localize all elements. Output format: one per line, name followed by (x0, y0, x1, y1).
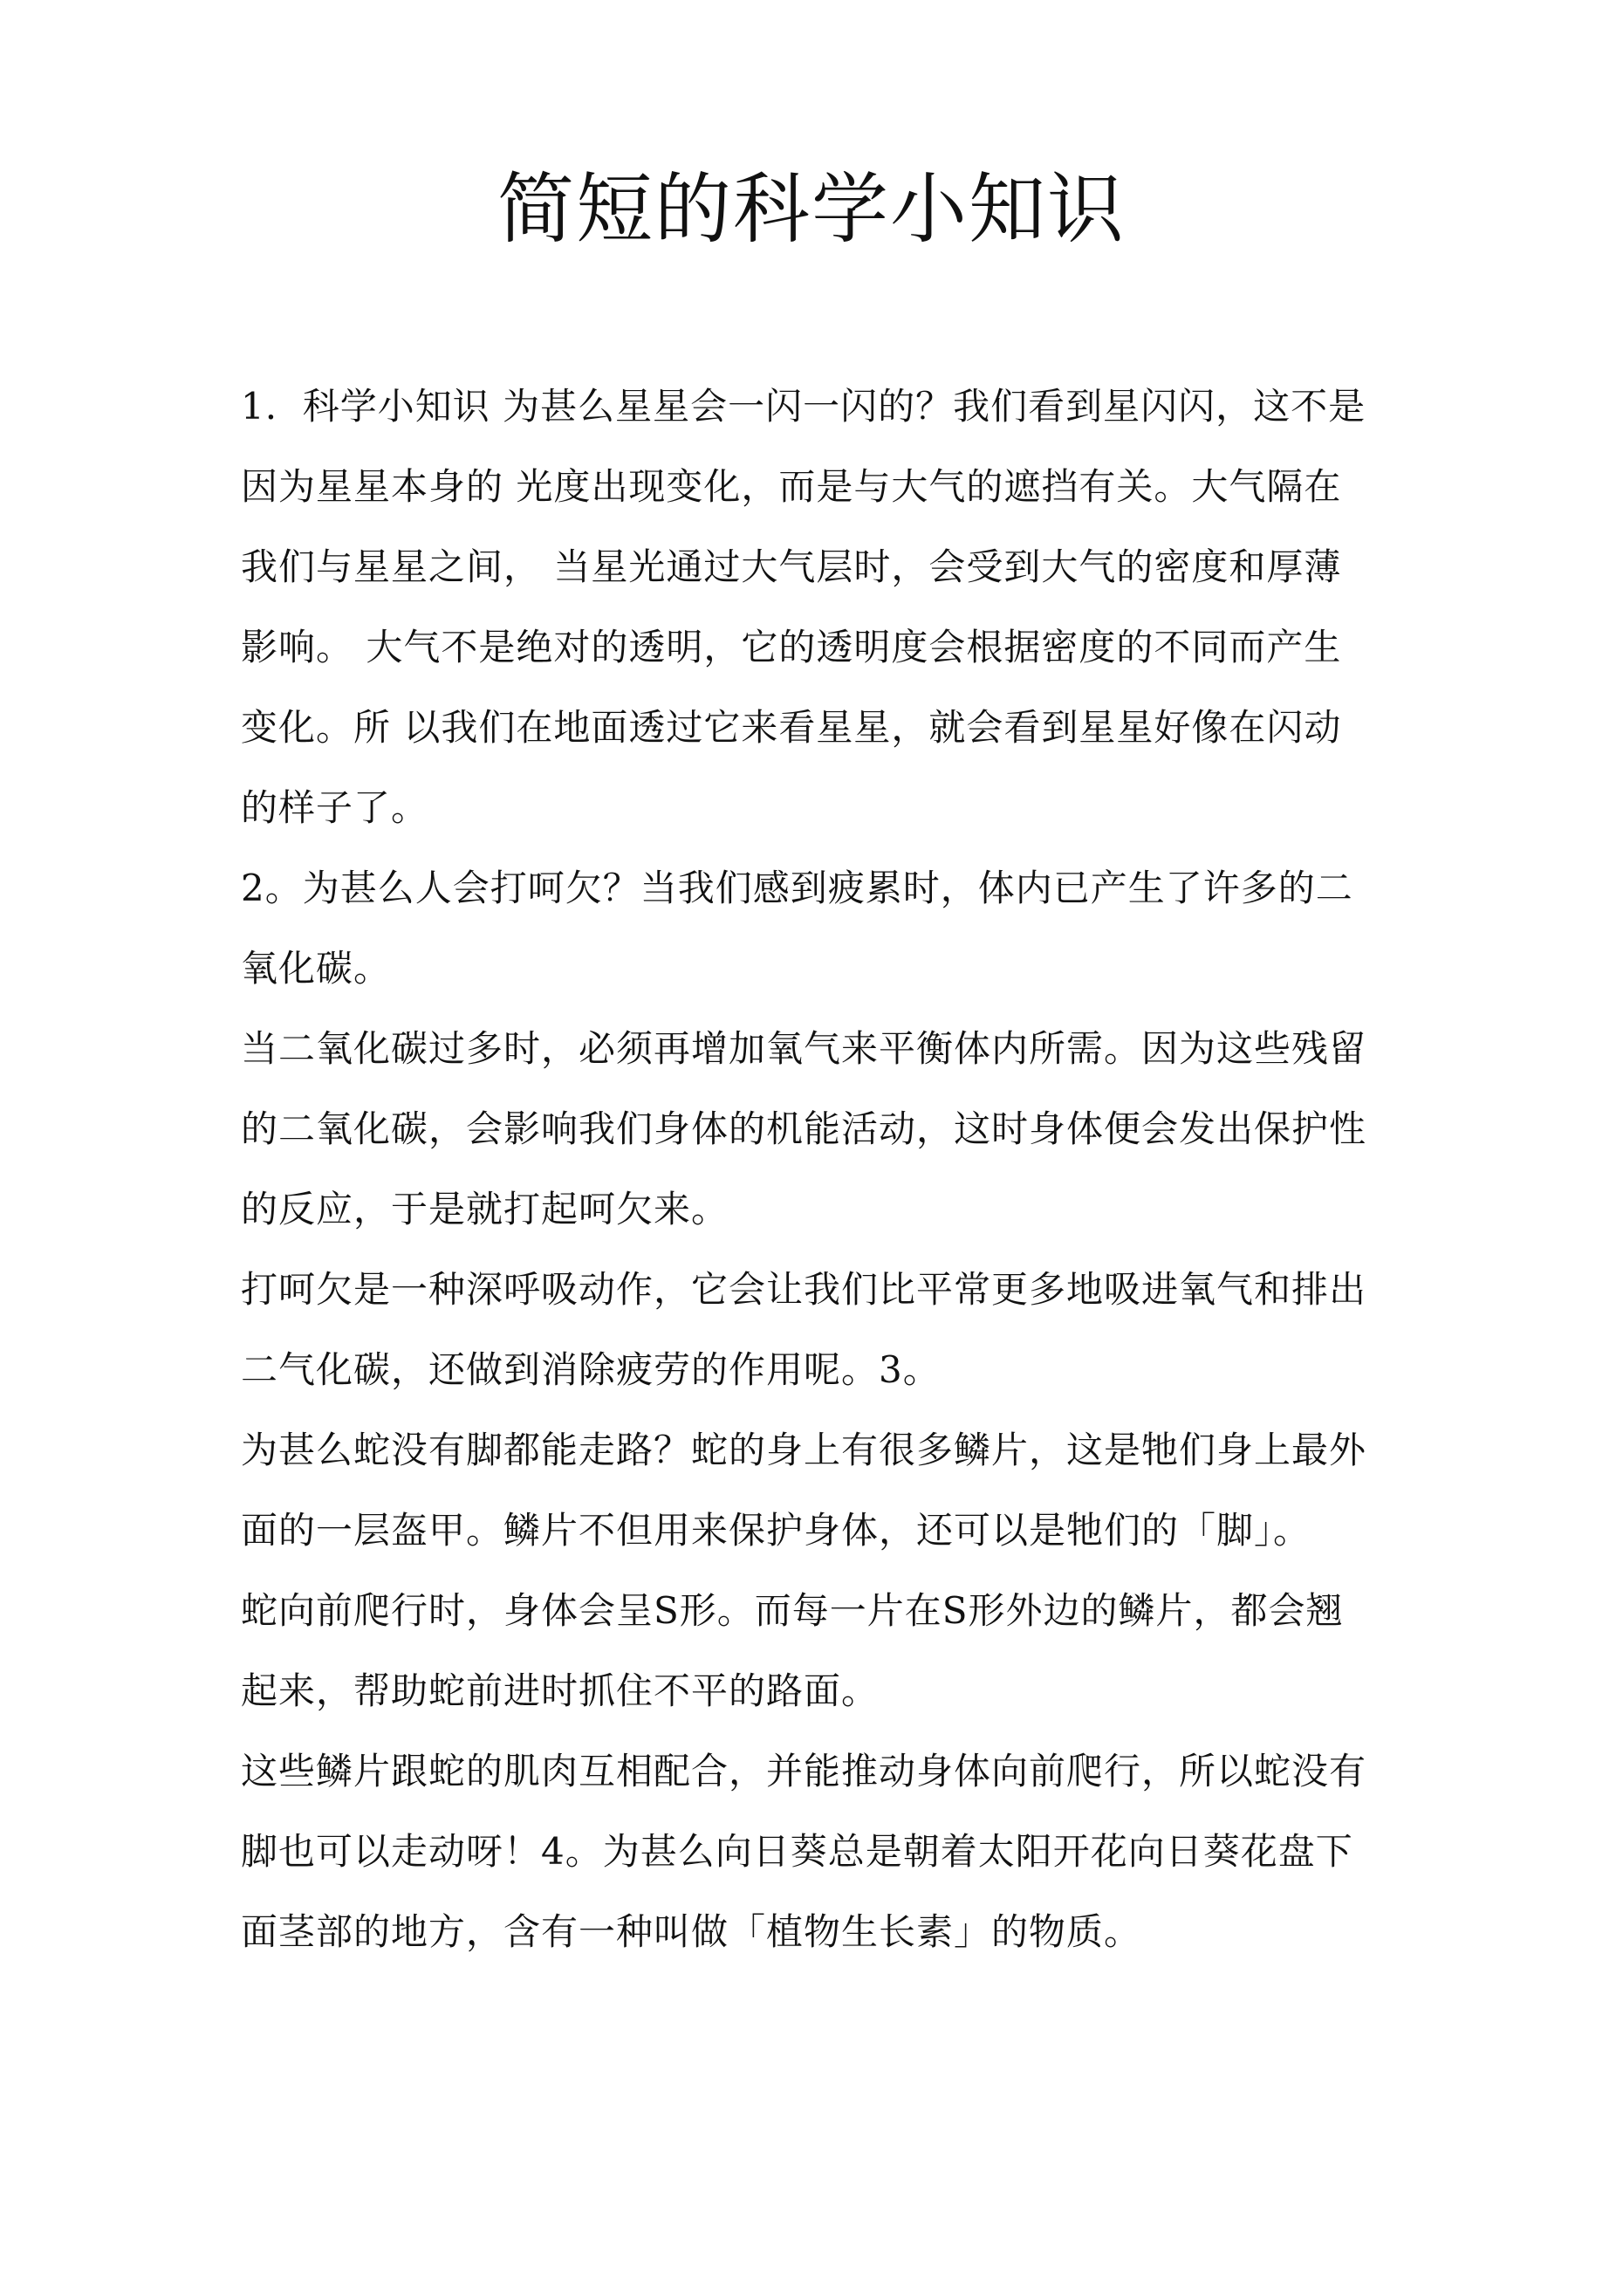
text-line: 当二氧化碳过多时，必须再增加氧气来平衡体内所需。因为这些残留 (241, 1027, 1367, 1070)
text-line: 这些鳞片跟蛇的肌肉互相配合，并能推动身体向前爬行，所以蛇没有 (241, 1750, 1367, 1792)
text-line: 影响。 大气不是绝对的透明，它的透明度会根据密度的不同而产生 (241, 626, 1342, 668)
text-line: 二气化碳，还做到消除疲劳的作用呢。3。 (241, 1348, 941, 1391)
text-line: 起来，帮助蛇前进时抓住不平的路面。 (241, 1669, 880, 1712)
text-line: 面的一层盔甲。鳞片不但用来保护身体，还可以是牠们的「脚」。 (241, 1509, 1311, 1552)
text-line: 变化。所 以我们在地面透过它来看星星，就会看到星星好像在闪动 (241, 706, 1342, 749)
text-line: 我们与星星之间， 当星光通过大气层时，会受到大气的密度和厚薄 (241, 545, 1342, 588)
text-line: 因为星星本身的 光度出现变化，而是与大气的遮挡有关。大气隔在 (241, 465, 1342, 508)
text-line: 面茎部的地方，含有一种叫做「植物生长素」的物质。 (241, 1910, 1142, 1953)
document-body (241, 367, 1428, 1972)
text-line: 1. 科学小知识 为甚么星星会一闪一闪的？我们看到星闪闪，这不是 (241, 385, 1366, 428)
document-title: 简短的科学小知识 (496, 164, 1126, 254)
text-line: 2。为甚么人会打呵欠？当我们感到疲累时，体内已产生了许多的二 (241, 867, 1353, 909)
text-line: 为甚么蛇没有脚都能走路？蛇的身上有很多鳞片，这是牠们身上最外 (241, 1429, 1367, 1471)
text-line: 的二氧化碳，会影响我们身体的机能活动，这时身体便会发出保护性 (241, 1107, 1367, 1150)
text-line: 的样子了。 (241, 786, 429, 829)
text-line: 脚也可以走动呀！4。为甚么向日葵总是朝着太阳开花向日葵花盘下 (241, 1830, 1353, 1873)
text-line: 打呵欠是一种深呼吸动作，它会让我们比平常更多地吸进氧气和排出 (241, 1268, 1367, 1311)
text-line: 氧化碳。 (241, 947, 392, 990)
text-line: 蛇向前爬行时，身体会呈S形。而每一片在S形外边的鳞片，都会翘 (241, 1589, 1344, 1632)
text-line: 的反应，于是就打起呵欠来。 (241, 1188, 729, 1230)
